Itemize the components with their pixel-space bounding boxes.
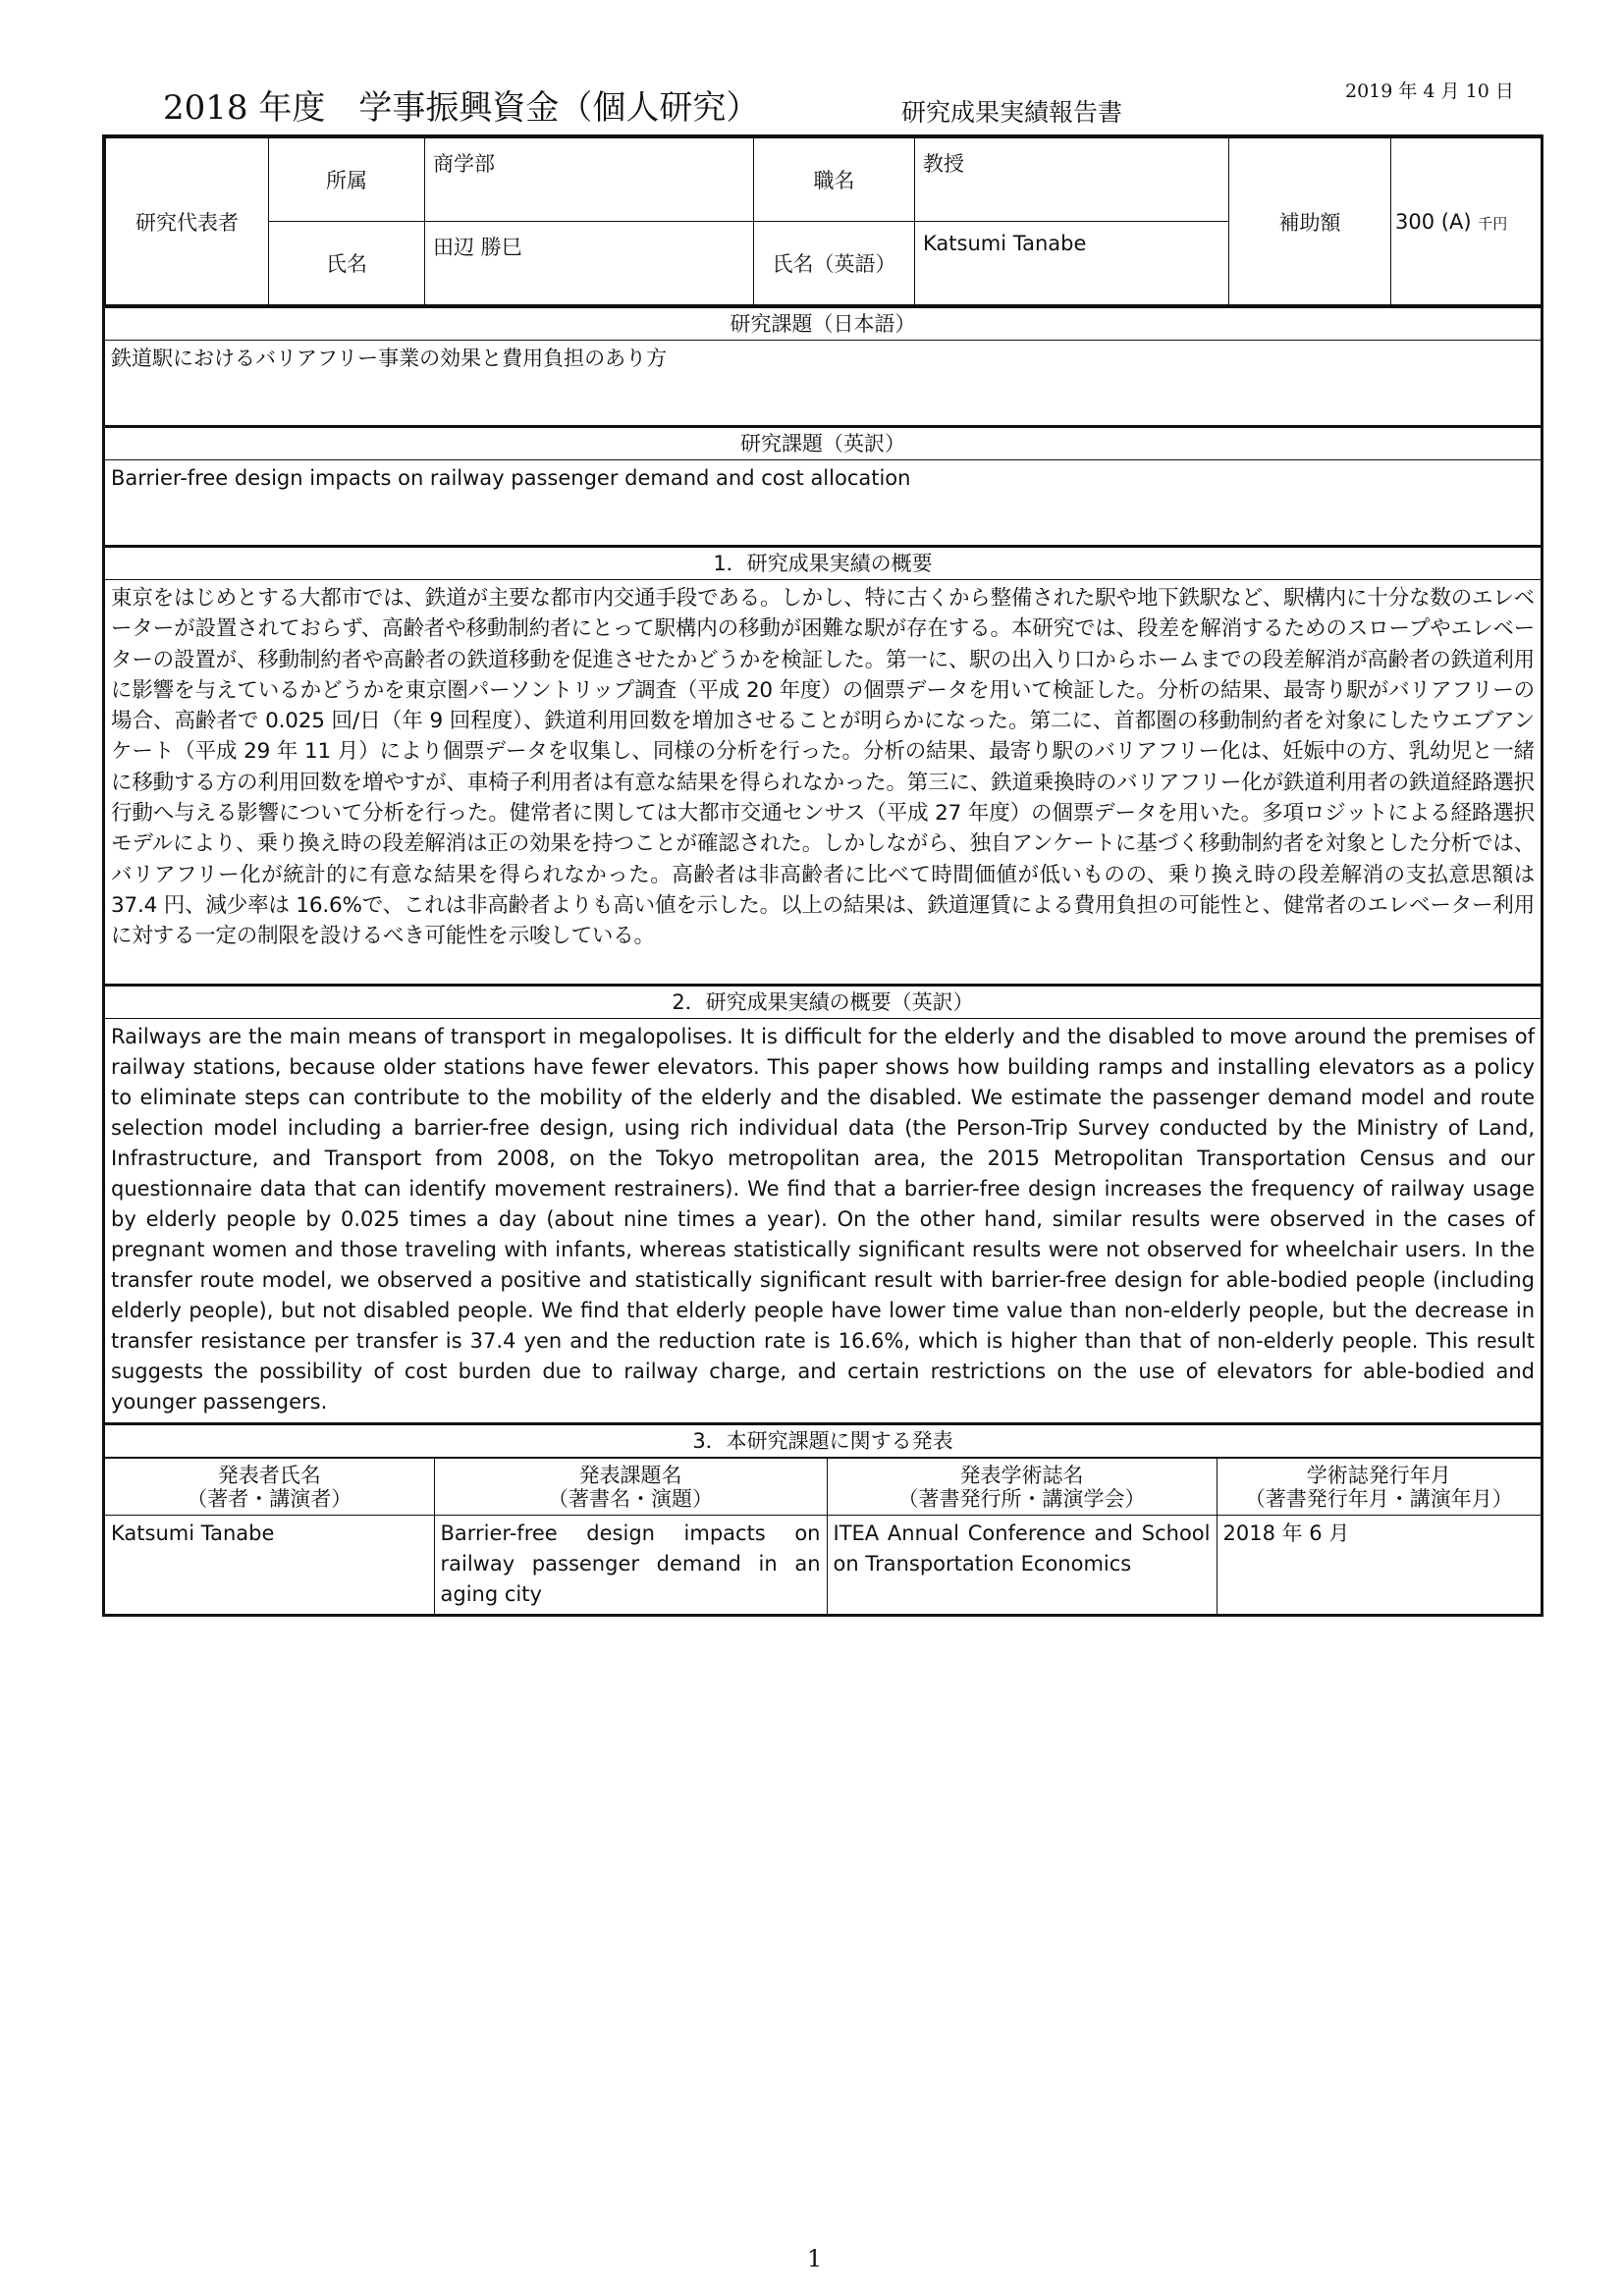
col-header-presenter: 発表者氏名 （著者・講演者） (105, 1459, 434, 1516)
representative-label: 研究代表者 (106, 138, 269, 305)
col-header-date: 学術誌発行年月 （著書発行年月・講演年月） (1217, 1459, 1541, 1516)
affiliation-value: 商学部 (425, 138, 754, 222)
topic-en-heading: 研究課題（英訳） (105, 425, 1541, 460)
grant-label: 補助額 (1229, 138, 1391, 305)
page-number: 1 (807, 2245, 823, 2272)
publications-heading: 3．本研究課題に関する発表 (105, 1422, 1541, 1458)
report-subtitle: 研究成果実績報告書 (901, 98, 1123, 127)
col-header-title: 発表課題名 （著書名・演題） (434, 1459, 827, 1516)
summary-jp-heading: 1．研究成果実績の概要 (105, 545, 1541, 580)
topic-en-text: Barrier-free design impacts on railway passenger demand and cost allocation (111, 466, 911, 490)
affiliation-label: 所属 (269, 138, 425, 222)
report-title: 2018 年度 学事振興資金（個人研究） (163, 88, 760, 128)
name-en-label: 氏名（英語） (754, 222, 915, 305)
summary-en-heading: 2．研究成果実績の概要（英訳） (105, 984, 1541, 1019)
pub-date: 2018 年 6 月 (1217, 1516, 1541, 1614)
pub-title: Barrier-free design impacts on railway passenger demand in an aging city (434, 1516, 827, 1614)
pub-journal: ITEA Annual Conference and School on Transportation Economics (827, 1516, 1217, 1614)
name-en-value: Katsumi Tanabe (915, 222, 1229, 305)
publications-table (105, 1458, 1541, 1614)
grant-cell (1391, 138, 1542, 305)
position-label: 職名 (754, 138, 915, 222)
grant-unit: 千円 (1478, 214, 1508, 233)
summary-jp-text: 東京をはじめとする大都市では、鉄道が主要な都市内交通手段である。しかし、特に古くから整備された駅や地下鉄駅など、駅構内に十分な数のエレベーターが設置されておらず、高齢者や移動制約者にとって駅構内の移動が困難な駅が存在する。本研究では、段差を解消するためのスロープやエレベーターの設置が、移動制約者や高齢者の鉄道移動を促進させたかどうかを検証した。第一に、駅の出入り口からホームまでの段差解消が高齢者の鉄道利用に影響を与えているかどうかを東京圏パーソントリップ調査（平成 20 年度）の個票データを用いて検証した。分析の結果、最寄り駅がバリアフリーの場合、高齢者で 0.025 回/日（年 9 回程度）、鉄道利用回数を増加させることが明らかになった。第二に、首都圏の移動制約者を対象にしたウエブアンケート（平成 29 年 11 月）により個票データを収集し、同様の分析を行った。分析の結果、最寄り駅のバリアフリー化は、妊娠中の方、乳幼児と一緒に移動する方の利用回数を増やすが、車椅子利用者は有意な結果を得られなかった。第三に、鉄道乗換時のバリアフリー化が鉄道利用者の鉄道経路選択行動へ与える影響について分析を行った。健常者に関しては大都市交通センサス（平成 27 年度）の個票データを用いた。多項ロジットによる経路選択モデルにより、乗り換え時の段差解消は正の効果を持つことが確認された。しかしながら、独自アンケートに基づく移動制約者を対象とした分析では、バリアフリー化が統計的に有意な結果を得られなかった。高齢者は非高齢者に比べて時間価値が低いものの、乗り換え時の段差解消の支払意思額は 37.4 円、減少率は 16.6%で、これは非高齢者よりも高い値を示した。以上の結果は、鉄道運賃による費用負担の可能性と、健常者のエレベーター利用に対する一定の制限を設けるべき可能性を示唆している。 (111, 586, 1535, 949)
grant-value: 300 (A) (1395, 209, 1472, 234)
col-header-journal: 発表学術誌名 （著書発行所・講演学会） (827, 1459, 1217, 1516)
summary-en-text: Railways are the main means of transport in megalopolises. It is difficult for the elderly and the disabled to move around the premises of railway stations, because older stations have fewer elevators. This paper shows how building ramps and installing elevators as a policy to eliminate steps can contribute to the mobility of the elderly and the disabled. We estimate the passenger demand model and route selection model including a barrier-free design, using rich individual data (the Person-Trip Survey conducted by the Ministry of Land, Infrastructure, and Transport from 2008, on the Tokyo metropolitan area, the 2015 Metropolitan Transportation Census and our questionnaire data that can identify movement restrainers). We find that a barrier-free design increases the frequency of railway usage by elderly people by 0.025 times a day (about nine times a year). On the other hand, similar results were observed in the cases of pregnant women and those traveling with infants, whereas statistically significant results were not observed for wheelchair users. In the transfer route model, we observed a positive and statistically significant result with barrier-free design for able-bodied people (including elderly people), but not disabled people. We find that elderly people have lower time value than non-elderly people, but the decrease in transfer resistance per transfer is 37.4 yen and the reduction rate is 16.6%, which is higher than that of non-elderly people. This result suggests the possibility of cost burden due to railway charge, and certain restrictions on the use of elevators for able-bodied and younger passengers. (111, 1025, 1535, 1414)
position-value: 教授 (915, 138, 1229, 222)
name-value: 田辺 勝巳 (425, 222, 754, 305)
name-label: 氏名 (269, 222, 425, 305)
pub-presenter: Katsumi Tanabe (105, 1516, 434, 1614)
table-row (105, 1516, 1541, 1614)
topic-jp-text: 鉄道駅におけるバリアフリー事業の効果と費用負担のあり方 (111, 347, 668, 370)
report-date: 2019 年 4 月 10 日 (1345, 80, 1514, 102)
report-form (102, 134, 1543, 1617)
info-table (105, 137, 1542, 305)
topic-jp-heading: 研究課題（日本語） (105, 305, 1541, 341)
